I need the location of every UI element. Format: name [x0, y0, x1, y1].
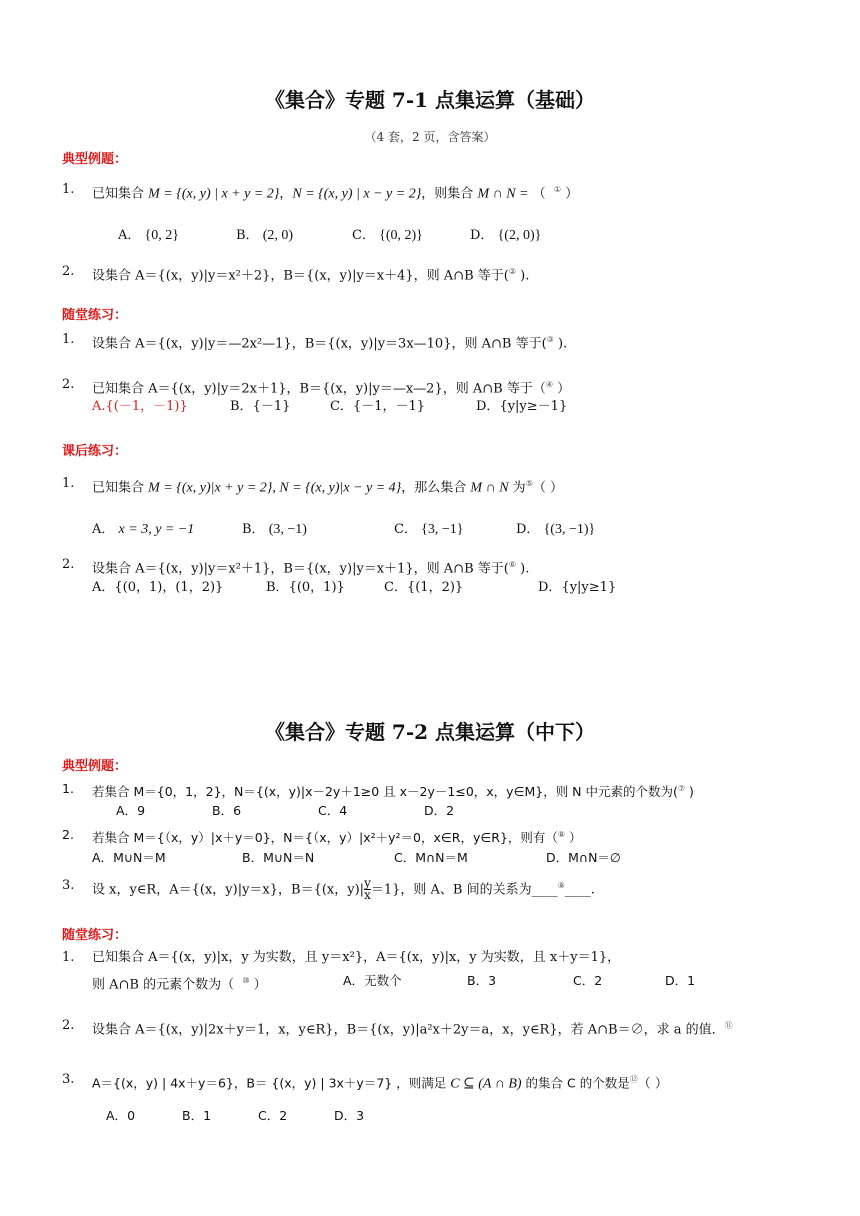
option-d: D．{y|y≥1} — [538, 580, 617, 595]
question-text: 设 x，y∈R，A＝{(x，y)|y＝x}，B＝{(x，y)| $\frac{y}{x}$ ＝1}，则 A、B 间的关系为____⑨____. — [92, 876, 595, 903]
section-heading-inclass: 随堂练习： — [62, 308, 128, 323]
option-a: A．无数个 — [343, 973, 402, 988]
question-number: 1. — [62, 182, 75, 197]
option-b: B． (3, −1) — [242, 522, 307, 537]
math-expression: M = {(x, y)|x + y = 2}, N = {(x, y)|x − y = 4} — [148, 480, 402, 496]
option-d: D．M∩N＝∅ — [546, 850, 621, 865]
answer-marker: ⑫ — [629, 1075, 638, 1084]
math-set-m: M = {(x, y) | x + y = 2} — [148, 186, 280, 202]
section-heading-inclass: 随堂练习： — [62, 928, 128, 943]
math-intersection: M ∩ N = — [477, 186, 529, 202]
answer-marker: ③ — [546, 335, 554, 344]
question-number: 3. — [62, 878, 75, 893]
option-a: A． x = 3, y = −1 — [92, 522, 195, 537]
section-heading-typical: 典型例题： — [62, 759, 128, 774]
answer-marker: ⑤ — [525, 479, 533, 488]
option-d: D．2 — [424, 803, 455, 818]
option-c: C．{－1，－1} — [330, 399, 426, 414]
question-number: 1. — [62, 950, 75, 965]
section-heading-after: 课后练习： — [62, 444, 128, 459]
option-c: C．2 — [573, 973, 603, 988]
answer-marker: ⑨ — [557, 881, 565, 890]
answer-marker: ⑥ — [508, 560, 517, 569]
option-d: D． {(2, 0)} — [470, 228, 542, 243]
question-text: 若集合 M＝{（x，y）|x＋y＝0}，N＝{（x，y）|x²＋y²＝0，x∈R，y∈R}，则有（⑧ ） — [92, 830, 582, 846]
option-a: A.{(－1，－1)} — [92, 399, 188, 414]
question-text-continued: 则 A∩B 的元素个数为（ ⑩ ） — [92, 976, 267, 993]
math-set-n: N = {(x, y) | x − y = 2} — [292, 186, 422, 202]
option-a: A． {0, 2} — [118, 228, 179, 243]
question-number: 2. — [62, 557, 75, 572]
section-heading-typical: 典型例题： — [62, 152, 128, 167]
option-b: B．{(0，1)} — [266, 580, 345, 595]
option-c: C．2 — [258, 1108, 288, 1123]
answer-marker: ① — [553, 185, 562, 194]
option-c: C． {3, −1} — [394, 522, 464, 537]
math-intersection: M ∩ N — [470, 480, 509, 496]
option-b: B．3 — [467, 973, 497, 988]
option-b: B． (2, 0) — [236, 228, 294, 243]
question-text: 设集合 A＝{(x，y)|y＝x²＋2}，B＝{(x，y)|y＝x＋4}，则 A∩B 等于(② ). — [92, 267, 530, 284]
option-c: C． {(0, 2)} — [352, 228, 423, 243]
question-text: 设集合 A＝{(x，y)|2x＋y＝1，x，y∈R}，B＝{(x，y)|a²x＋2y＝a，x，y∈R}，若 A∩B＝∅，求 a 的值．⑪ — [92, 1021, 733, 1038]
option-b: B．{－1} — [230, 399, 291, 414]
answer-marker: ⑪ — [724, 1021, 733, 1030]
option-a: A．9 — [116, 803, 146, 818]
option-d: D． {(3, −1)} — [516, 522, 596, 537]
question-text: 已知集合 M = {(x, y) | x + y = 2}，N = {(x, y) | x − y = 2}，则集合 M ∩ N = （ ① ） — [92, 185, 579, 202]
answer-marker: ④ — [545, 380, 553, 389]
page-title-7-2: 《集合》专题 7-2 点集运算（中下） — [264, 720, 596, 744]
answer-marker: ② — [508, 267, 517, 276]
fraction-y-over-x: $\frac{y}{x}$ — [364, 876, 371, 903]
option-b: B．6 — [212, 803, 242, 818]
option-c: C．M∩N＝M — [394, 850, 468, 865]
option-a: A．0 — [106, 1108, 136, 1123]
option-a: A．{(0，1)，(1，2)} — [92, 580, 224, 595]
question-text: A＝{(x，y) | 4x＋y＝6}，B＝ {(x，y) | 3x＋y＝7} ，则满足 C ⊆ (A ∩ B) 的集合 C 的个数是⑫（ ） — [92, 1075, 668, 1092]
option-a: A．M∪N＝M — [92, 850, 166, 865]
question-number: 1. — [62, 781, 74, 796]
page-subtitle: （4 套，2 页，含答案） — [364, 130, 496, 144]
question-number: 3. — [62, 1072, 75, 1087]
option-c: C．{(1，2)} — [384, 580, 464, 595]
question-number: 1. — [62, 476, 75, 491]
option-b: B．M∪N＝N — [242, 850, 315, 865]
answer-marker: ⑩ — [242, 976, 250, 985]
question-number: 2. — [62, 827, 74, 842]
answer-marker: ⑦ — [677, 784, 686, 793]
question-text: 已知集合 M = {(x, y)|x + y = 2}, N = {(x, y)|x − y = 4}，那么集合 M ∩ N 为⑤（ ） — [92, 479, 563, 496]
question-text: 已知集合 A＝{(x，y)|y＝2x＋1}，B＝{(x，y)|y＝—x—2}，则 A∩B 等于（④ ） — [92, 380, 571, 397]
question-text: 设集合 A＝{(x，y)|y＝x²＋1}，B＝{(x，y)|y＝x＋1}，则 A∩B 等于(⑥ ). — [92, 560, 530, 577]
page-title-7-1: 《集合》专题 7-1 点集运算（基础） — [264, 88, 596, 112]
question-number: 2. — [62, 377, 75, 392]
option-d: D．1 — [665, 973, 696, 988]
option-b: B．1 — [182, 1108, 212, 1123]
option-d: D．{y|y≥－1} — [476, 399, 568, 414]
question-number: 2. — [62, 264, 75, 279]
question-text: 已知集合 A＝{(x，y)|x，y 为实数，且 y＝x²}，A＝{(x，y)|x，y 为实数，且 x＋y＝1}， — [92, 950, 621, 965]
question-text: 若集合 M＝{0，1，2}，N＝{(x，y)|x－2y＋1≥0 且 x－2y－1≤0，x，y∈M}，则 N 中元素的个数为(⑦ ) — [92, 784, 694, 800]
answer-marker: ⑧ — [557, 830, 566, 839]
question-number: 2. — [62, 1018, 75, 1033]
option-d: D．3 — [334, 1108, 365, 1123]
question-number: 1. — [62, 332, 75, 347]
question-text: 设集合 A＝{(x，y)|y＝—2x²—1}，B＝{(x，y)|y＝3x—10}，则 A∩B 等于(③ ). — [92, 335, 568, 352]
math-subset-expression: C ⊆ (A ∩ B) — [450, 1076, 522, 1092]
option-c: C．4 — [318, 803, 348, 818]
